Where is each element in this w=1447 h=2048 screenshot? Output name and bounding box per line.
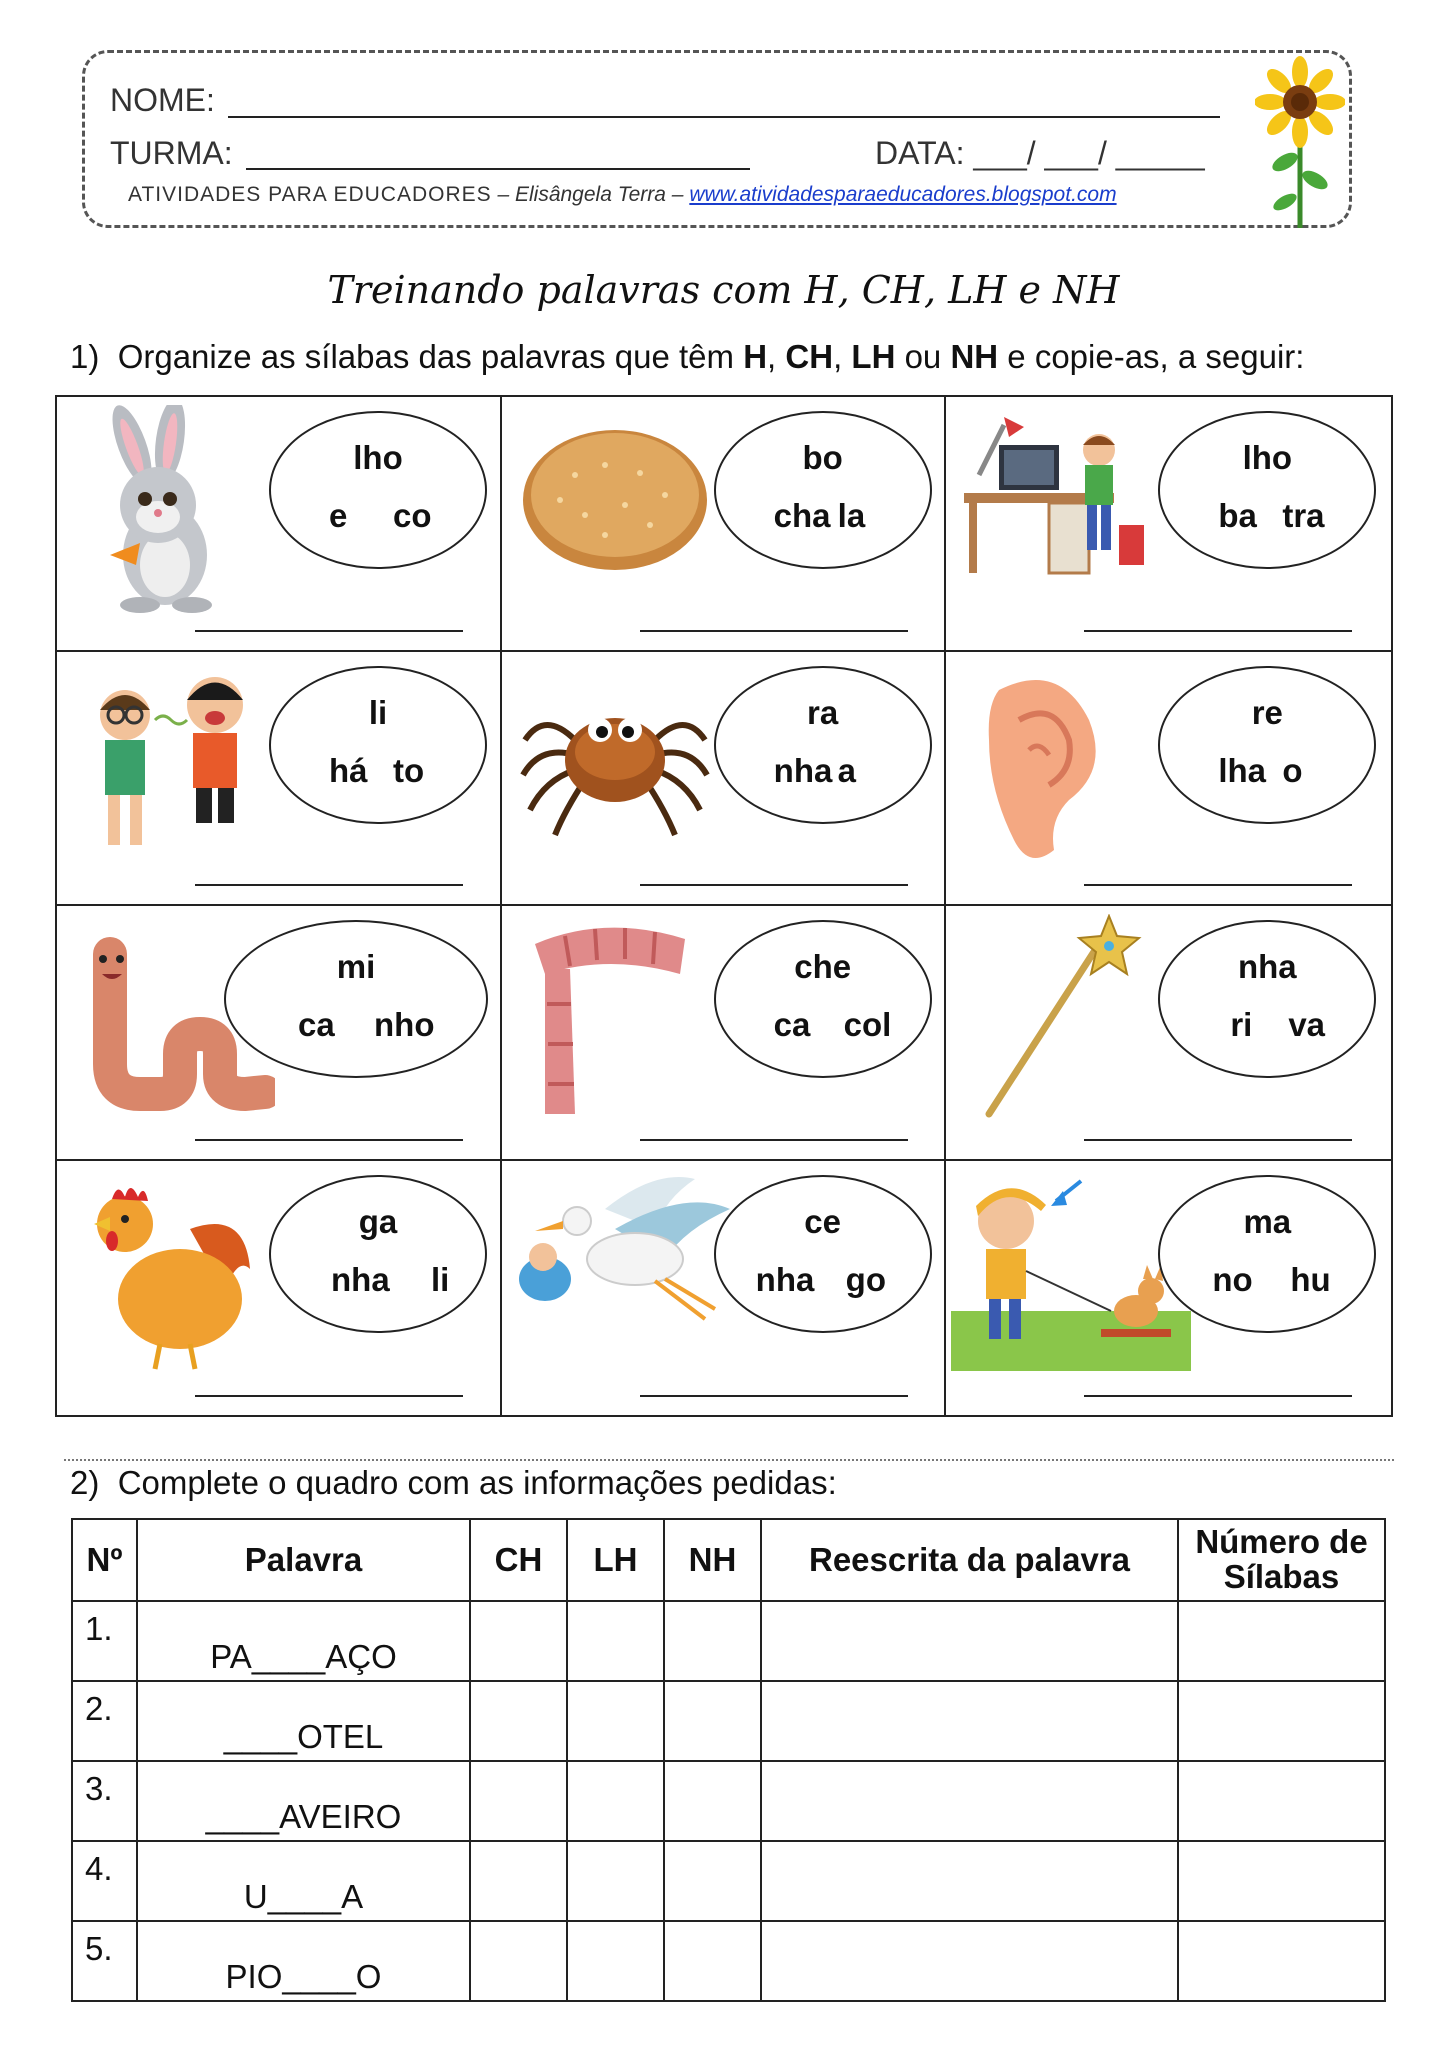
credit-brand: ATIVIDADES PARA EDUCADORES	[128, 183, 492, 206]
answer-line[interactable]	[640, 884, 908, 886]
worksheet-title: Treinando palavras com H, CH, LH e NH	[327, 268, 1120, 312]
syllable: no	[1212, 1260, 1253, 1298]
grid-cell	[502, 397, 947, 652]
word-table	[71, 1518, 1386, 2002]
sunflower-icon	[1255, 52, 1345, 230]
rabbit-icon	[65, 405, 275, 615]
syllable: nha	[331, 1260, 390, 1298]
header-lh: LH	[567, 1519, 664, 1601]
nh-cell[interactable]	[664, 1761, 761, 1841]
row-number: 3.	[72, 1761, 137, 1841]
syllable: ca	[298, 1006, 335, 1043]
comma: ,	[833, 338, 852, 375]
header-rewrite: Reescrita da palavra	[761, 1519, 1178, 1601]
syllable: nho	[374, 1006, 435, 1043]
ch-cell[interactable]	[470, 1841, 567, 1921]
ch-cell[interactable]	[470, 1601, 567, 1681]
nh-cell[interactable]	[664, 1601, 761, 1681]
syllable-oval	[269, 411, 487, 569]
syllable: nha	[755, 1260, 815, 1298]
nh-cell[interactable]	[664, 1841, 761, 1921]
letter-lh: LH	[851, 338, 896, 375]
grid-cell	[502, 1161, 947, 1416]
spider-icon	[510, 660, 720, 870]
syllable-oval	[714, 920, 932, 1078]
syllables-cell[interactable]	[1178, 1921, 1385, 2001]
syllable: e	[329, 497, 348, 534]
syllable: nha	[773, 751, 833, 789]
row-word: ____OTEL	[137, 1681, 470, 1761]
answer-line[interactable]	[640, 1139, 908, 1141]
rewrite-cell[interactable]	[761, 1921, 1178, 2001]
syllable-oval	[714, 666, 932, 824]
syllable-oval	[224, 920, 488, 1078]
syllable: che	[794, 948, 852, 985]
rewrite-cell[interactable]	[761, 1841, 1178, 1921]
syllable: to	[393, 751, 425, 789]
syllable: lho	[1242, 439, 1293, 476]
table-header-row	[72, 1519, 1385, 1601]
boy-at-computer-icon	[954, 405, 1164, 615]
syllable: li	[431, 1260, 450, 1298]
syllable: va	[1288, 1006, 1326, 1043]
answer-line[interactable]	[1084, 1395, 1352, 1397]
header-nh: NH	[664, 1519, 761, 1601]
lh-cell[interactable]	[567, 1681, 664, 1761]
table-row	[72, 1921, 1385, 2001]
syllable-oval	[1158, 411, 1376, 569]
class-field[interactable]	[246, 168, 750, 170]
question-1-text-b: e copie-as, a seguir:	[998, 338, 1305, 375]
syllables-cell[interactable]	[1178, 1681, 1385, 1761]
letter-h: H	[743, 338, 768, 375]
syllable-oval	[714, 411, 932, 569]
syllable: ga	[358, 1202, 398, 1240]
syllable: o	[1282, 751, 1303, 789]
ear-icon	[954, 660, 1164, 870]
syllable: ca	[773, 1006, 811, 1043]
syllables-cell[interactable]	[1178, 1761, 1385, 1841]
grid-cell	[502, 906, 947, 1161]
syllable: nha	[1237, 948, 1297, 985]
syllable: li	[368, 693, 388, 731]
syllable: co	[393, 497, 432, 534]
grid-cell	[57, 906, 502, 1161]
syllable-oval	[1158, 920, 1376, 1078]
ch-cell[interactable]	[470, 1761, 567, 1841]
letter-ch: CH	[785, 338, 834, 375]
class-label: TURMA:	[110, 135, 233, 171]
syllable-grid	[55, 395, 1393, 1417]
answer-line[interactable]	[1084, 1139, 1352, 1141]
syllable: hu	[1290, 1260, 1331, 1298]
grid-cell	[946, 397, 1391, 652]
conjunction: ou	[895, 338, 951, 375]
header-ch: CH	[470, 1519, 567, 1601]
question-2-number: 2)	[70, 1464, 100, 1501]
grid-cell	[946, 652, 1391, 907]
rewrite-cell[interactable]	[761, 1601, 1178, 1681]
question-2	[70, 1464, 837, 1502]
nh-cell[interactable]	[664, 1921, 761, 2001]
grid-cell	[946, 1161, 1391, 1416]
syllable: tra	[1282, 497, 1325, 534]
row-number: 5.	[72, 1921, 137, 2001]
header-syllables: Número de Sílabas	[1178, 1519, 1385, 1601]
row-number: 1.	[72, 1601, 137, 1681]
syllable: lha	[1218, 751, 1267, 789]
table-row	[72, 1761, 1385, 1841]
syllable: ce	[804, 1202, 842, 1240]
credit-link[interactable]: www.atividadesparaeducadores.blogspot.com	[689, 183, 1117, 206]
name-label: NOME:	[110, 82, 215, 118]
table-row	[72, 1681, 1385, 1761]
row-word: PA____AÇO	[137, 1601, 470, 1681]
table-row	[72, 1601, 1385, 1681]
syllable: cha	[773, 497, 831, 534]
date-label: DATA: ___/ ___/ _____	[875, 135, 1205, 171]
syllables-cell[interactable]	[1178, 1601, 1385, 1681]
syllable-oval	[269, 1175, 487, 1333]
syllable: há	[329, 751, 368, 789]
syllables-cell[interactable]	[1178, 1841, 1385, 1921]
name-field[interactable]	[228, 116, 1220, 118]
hen-icon	[65, 1169, 275, 1379]
ch-cell[interactable]	[470, 1681, 567, 1761]
syllable-oval	[714, 1175, 932, 1333]
syllable: ra	[807, 693, 839, 731]
row-word: PIO____O	[137, 1921, 470, 2001]
lh-cell[interactable]	[567, 1761, 664, 1841]
row-number: 4.	[72, 1841, 137, 1921]
answer-line[interactable]	[640, 630, 908, 632]
grid-cell	[502, 652, 947, 907]
syllable: bo	[802, 439, 843, 476]
syllable: go	[845, 1260, 886, 1298]
answer-line[interactable]	[195, 630, 463, 632]
scarf-icon	[510, 914, 720, 1124]
question-1-number: 1)	[70, 338, 100, 375]
ch-cell[interactable]	[470, 1921, 567, 2001]
header-word: Palavra	[137, 1519, 470, 1601]
syllable-oval	[1158, 666, 1376, 824]
magic-wand-icon	[954, 914, 1164, 1124]
grid-cell	[57, 652, 502, 907]
grid-cell	[946, 906, 1391, 1161]
syllable: lho	[353, 439, 403, 476]
answer-line[interactable]	[195, 1395, 463, 1397]
row-number: 2.	[72, 1681, 137, 1761]
question-1	[70, 338, 1304, 376]
lh-cell[interactable]	[567, 1841, 664, 1921]
answer-line[interactable]	[1084, 630, 1352, 632]
answer-line[interactable]	[640, 1395, 908, 1397]
biscuit-icon	[510, 405, 720, 615]
rewrite-cell[interactable]	[761, 1681, 1178, 1761]
credit-author: – Elisângela Terra –	[491, 183, 690, 206]
nh-cell[interactable]	[664, 1681, 761, 1761]
row-word: U____A	[137, 1841, 470, 1921]
answer-line[interactable]	[195, 884, 463, 886]
syllable: col	[843, 1006, 892, 1043]
syllable-oval	[269, 666, 487, 824]
syllable: la	[837, 497, 866, 534]
syllable: re	[1251, 693, 1283, 731]
syllable: ba	[1218, 497, 1257, 534]
stork-with-baby-icon	[510, 1169, 740, 1379]
syllable: ri	[1230, 1006, 1253, 1043]
grid-cell	[57, 397, 502, 652]
lh-cell[interactable]	[567, 1921, 664, 2001]
answer-line[interactable]	[195, 1139, 463, 1141]
answer-line[interactable]	[1084, 884, 1352, 886]
credit-line	[128, 183, 1117, 207]
syllable: mi	[336, 948, 376, 985]
kids-bad-breath-icon	[65, 660, 275, 870]
letter-nh: NH	[950, 338, 999, 375]
row-word: ____AVEIRO	[137, 1761, 470, 1841]
comma: ,	[767, 338, 786, 375]
grid-cell	[57, 1161, 502, 1416]
question-2-text: Complete o quadro com as informações pedidas:	[117, 1464, 837, 1501]
syllable: a	[837, 751, 857, 789]
lh-cell[interactable]	[567, 1601, 664, 1681]
header-number: Nº	[72, 1519, 137, 1601]
rewrite-cell[interactable]	[761, 1761, 1178, 1841]
section-divider	[64, 1459, 1394, 1461]
syllable: ma	[1243, 1202, 1292, 1240]
syllable-oval	[1158, 1175, 1376, 1333]
table-row	[72, 1841, 1385, 1921]
question-1-text-a: Organize as sílabas das palavras que têm	[117, 338, 744, 375]
